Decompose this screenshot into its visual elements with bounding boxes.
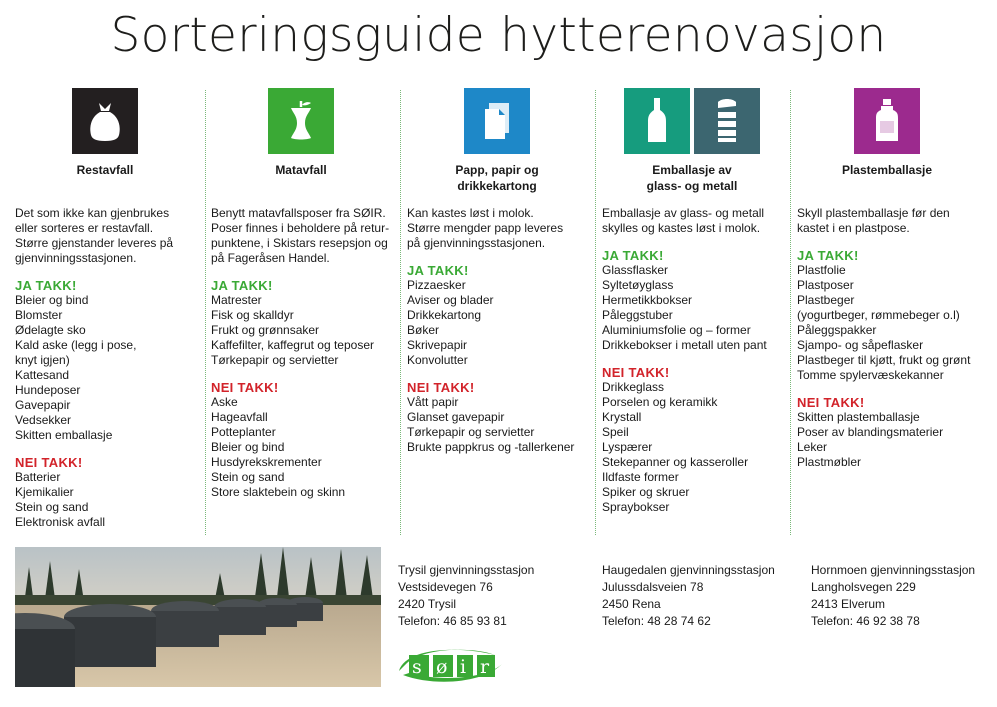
list-item: Pizzaesker — [407, 278, 466, 292]
list-item: Plastfolie — [797, 263, 846, 277]
station-name: Hornmoen gjenvinningsstasjon — [811, 563, 976, 577]
list-item: (yogurtbeger, rømmebeger o.l) — [797, 308, 960, 322]
svg-text:ø: ø — [436, 656, 448, 678]
list-item: Lyspærer — [602, 440, 653, 454]
list-item: Matrester — [211, 293, 262, 307]
ja-takk-list — [797, 263, 977, 383]
apple-core-icon — [268, 88, 334, 154]
list-item: Leker — [797, 440, 828, 454]
ja-takk-heading: JA TAKK! — [797, 248, 859, 263]
ja-takk-heading: JA TAKK! — [407, 263, 469, 278]
list-item: Drikkekartong — [407, 308, 482, 322]
list-item: Batterier — [15, 470, 61, 484]
list-item: Bleier og bind — [15, 293, 89, 307]
list-item: Bleier og bind — [211, 440, 285, 454]
list-item: Plastmøbler — [797, 455, 862, 469]
station-address — [811, 562, 975, 630]
list-item: Kaffefilter, kaffegrut og teposer — [211, 338, 374, 352]
plastic-bottle-icon — [854, 88, 920, 154]
list-item: Kattesand — [15, 368, 70, 382]
list-item: Påleggstuber — [602, 308, 673, 322]
list-item: Potteplanter — [211, 425, 276, 439]
paper-icon — [464, 88, 530, 154]
list-item: Skitten emballasje — [15, 428, 113, 442]
category-label: Papp, papir og drikkekartong — [455, 163, 539, 193]
list-item: Skitten plastemballasje — [797, 410, 920, 424]
list-item: Ildfaste former — [602, 470, 679, 484]
list-item: Syltetøyglass — [602, 278, 674, 292]
list-item: Vått papir — [407, 395, 459, 409]
list-item: Tørkepapir og servietter — [211, 353, 339, 367]
column-divider — [595, 90, 596, 535]
category-description: Det som ikke kan gjenbrukes eller sorteres er restavfall. Større gjenstander leveres på gjenvinningsstasjonen. — [15, 206, 174, 265]
nei-takk-list — [15, 470, 195, 530]
list-item: Påleggspakker — [797, 323, 877, 337]
list-item: Vedsekker — [15, 413, 72, 427]
list-item: Husdyrekskrementer — [211, 455, 322, 469]
list-item: Stein og sand — [15, 500, 89, 514]
list-item: Drikkebokser i metall uten pant — [602, 338, 767, 352]
category-description: Emballasje av glass- og metall skylles og kastes løst i molok. — [602, 206, 765, 235]
list-item: Skrivepapir — [407, 338, 468, 352]
list-item: Konvolutter — [407, 353, 468, 367]
list-item: Blomster — [15, 308, 63, 322]
list-item: Krystall — [602, 410, 642, 424]
nei-takk-list — [797, 410, 977, 470]
ja-takk-list — [15, 293, 195, 443]
list-item: Gavepapir — [15, 398, 71, 412]
ja-takk-list — [407, 278, 587, 368]
list-item: knyt igjen) — [15, 353, 70, 367]
list-item: Plastbeger til kjøtt, frukt og grønt — [797, 353, 971, 367]
nei-takk-heading: NEI TAKK! — [211, 380, 279, 395]
category-label: Emballasje av glass- og metall — [646, 163, 738, 193]
ja-takk-heading: JA TAKK! — [211, 278, 273, 293]
station-city: 2450 Rena — [602, 597, 661, 611]
column-restavfall — [15, 88, 195, 530]
list-item: Aske — [211, 395, 238, 409]
list-item: Ødelagte sko — [15, 323, 86, 337]
list-item: Spraybokser — [602, 500, 670, 514]
category-description: Kan kastes løst i molok. Større mengder papp leveres på gjenvinningsstasjonen. — [407, 206, 564, 250]
station-street: Vestsidevegen 76 — [398, 580, 493, 594]
nei-takk-heading: NEI TAKK! — [407, 380, 475, 395]
category-description: Benytt matavfallsposer fra SØIR. Poser finnes i beholdere på retur- punktene, i Skistars resepsjon og på Fageråsen Handel. — [211, 206, 390, 265]
station-address — [602, 562, 775, 630]
bottle-icon — [624, 88, 690, 154]
list-item: Tørkepapir og servietter — [407, 425, 535, 439]
list-item: Hundeposer — [15, 383, 81, 397]
station-address — [398, 562, 534, 630]
list-item: Speil — [602, 425, 629, 439]
station-phone: Telefon: 46 92 38 78 — [811, 614, 920, 628]
column-matavfall — [211, 88, 391, 500]
list-item: Frukt og grønnsaker — [211, 323, 320, 337]
nei-takk-heading: NEI TAKK! — [15, 455, 83, 470]
svg-text:r: r — [480, 656, 490, 678]
soir-logo — [395, 643, 507, 692]
category-label: Matavfall — [275, 163, 327, 177]
list-item: Stein og sand — [211, 470, 285, 484]
list-item: Aviser og blader — [407, 293, 494, 307]
list-item: Sjampo- og såpeflasker — [797, 338, 924, 352]
ja-takk-list — [211, 293, 391, 368]
list-item: Bøker — [407, 323, 440, 337]
column-glass-metall — [602, 88, 782, 515]
station-name: Trysil gjenvinningsstasjon — [398, 563, 535, 577]
nei-takk-list — [602, 380, 782, 515]
list-item: Drikkeglass — [602, 380, 665, 394]
station-street: Julussdalsveien 78 — [602, 580, 704, 594]
column-divider — [790, 90, 791, 535]
list-item: Hageavfall — [211, 410, 268, 424]
category-description: Skyll plastemballasje før den kastet i en plastpose. — [797, 206, 950, 235]
list-item: Tomme spylervæskekanner — [797, 368, 944, 382]
station-street: Langholsvegen 229 — [811, 580, 916, 594]
ja-takk-heading: JA TAKK! — [15, 278, 77, 293]
list-item: Plastposer — [797, 278, 854, 292]
category-label: Plastemballasje — [841, 163, 933, 177]
can-icon — [694, 88, 760, 154]
list-item: Hermetikkbokser — [602, 293, 693, 307]
station-name: Haugedalen gjenvinningsstasjon — [602, 563, 775, 577]
station-phone: Telefon: 46 85 93 81 — [398, 614, 507, 628]
svg-text:i: i — [460, 656, 467, 678]
list-item: Fisk og skalldyr — [211, 308, 294, 322]
trash-bag-icon — [72, 88, 138, 154]
nei-takk-heading: NEI TAKK! — [602, 365, 670, 380]
list-item: Spiker og skruer — [602, 485, 690, 499]
station-phone: Telefon: 48 28 74 62 — [602, 614, 711, 628]
column-papp — [407, 88, 587, 455]
list-item: Brukte pappkrus og -tallerkener — [407, 440, 575, 454]
list-item: Porselen og keramikk — [602, 395, 718, 409]
station-city: 2420 Trysil — [398, 597, 457, 611]
column-divider — [205, 90, 206, 535]
list-item: Store slaktebein og skinn — [211, 485, 346, 499]
list-item: Kjemikalier — [15, 485, 74, 499]
list-item: Stekepanner og kasseroller — [602, 455, 749, 469]
nei-takk-list — [211, 395, 391, 500]
list-item: Glanset gavepapir — [407, 410, 505, 424]
list-item: Poser av blandingsmaterier — [797, 425, 944, 439]
page-title: Sorteringsguide hytterenovasjon — [110, 8, 887, 63]
list-item: Kald aske (legg i pose, — [15, 338, 137, 352]
list-item: Glassflasker — [602, 263, 669, 277]
ja-takk-heading: JA TAKK! — [602, 248, 664, 263]
molok-photo — [15, 547, 381, 687]
station-city: 2413 Elverum — [811, 597, 886, 611]
nei-takk-heading: NEI TAKK! — [797, 395, 865, 410]
svg-text:s: s — [412, 656, 422, 678]
column-divider — [400, 90, 401, 535]
list-item: Aluminiumsfolie og – former — [602, 323, 751, 337]
list-item: Elektronisk avfall — [15, 515, 106, 529]
nei-takk-list — [407, 395, 587, 455]
list-item: Plastbeger — [797, 293, 855, 307]
column-plast — [797, 88, 977, 470]
category-label: Restavfall — [76, 163, 134, 177]
ja-takk-list — [602, 263, 782, 353]
